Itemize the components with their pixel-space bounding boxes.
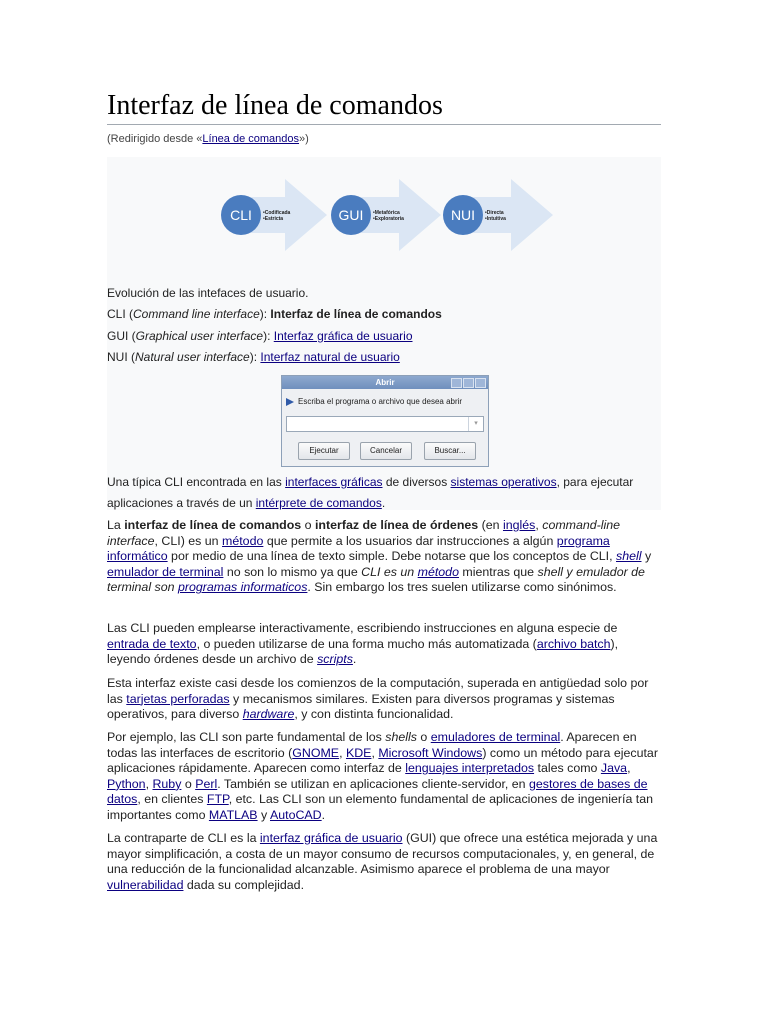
autocad-link[interactable]: AutoCAD bbox=[269, 807, 322, 822]
text: tales como bbox=[534, 761, 601, 776]
nui-label: NUI bbox=[450, 207, 476, 223]
title-divider bbox=[107, 124, 661, 125]
redirect-notice bbox=[107, 133, 309, 145]
diagram-item-nui bbox=[443, 179, 553, 251]
bold-term: interfaz de línea de comandos bbox=[124, 518, 302, 532]
text: La bbox=[107, 518, 125, 532]
lenguajes-interpretados-link[interactable]: lenguajes interpretados bbox=[405, 761, 535, 776]
gui-interfaces-link[interactable]: interfaces gráficas bbox=[285, 475, 383, 489]
caption-text: CLI ( bbox=[107, 307, 134, 321]
text: . Sin embargo los tres suelen utilizarse como sinónimos. bbox=[307, 580, 617, 595]
text: , y con distinta funcionalidad. bbox=[294, 707, 454, 722]
caption-text: de diversos bbox=[382, 475, 451, 489]
caption-text: ): bbox=[249, 350, 261, 364]
caption-text: Una típica CLI encontrada en las bbox=[107, 475, 286, 489]
cli-bullet-1: •Codificada bbox=[263, 210, 291, 216]
scripts-link[interactable]: scripts bbox=[317, 652, 353, 667]
run-dialog-image bbox=[281, 375, 489, 467]
caption-italic: Natural user interface bbox=[135, 350, 250, 364]
gui-link[interactable]: Interfaz gráfica de usuario bbox=[273, 329, 413, 343]
caption-italic: Graphical user interface bbox=[135, 329, 264, 343]
text: , en clientes bbox=[137, 792, 207, 807]
close-icon bbox=[475, 378, 486, 388]
nui-bullet-1: •Directa bbox=[485, 210, 504, 216]
caption-bold: Interfaz de línea de comandos bbox=[270, 307, 442, 321]
caption-text: ): bbox=[259, 307, 271, 321]
dialog-titlebar bbox=[282, 376, 488, 389]
text: , etc. Las CLI son un elemento fundamental de aplicaciones de ingeniería tan importantes como bbox=[107, 792, 654, 822]
nui-link[interactable]: Interfaz natural de usuario bbox=[260, 350, 400, 364]
gui-label: GUI bbox=[338, 207, 364, 223]
hardware-link[interactable]: hardware bbox=[242, 707, 295, 722]
tarjetas-perforadas-link[interactable]: tarjetas perforadas bbox=[126, 691, 230, 706]
dialog-caption bbox=[107, 472, 661, 514]
programa-informatico-link[interactable]: programa informático bbox=[107, 533, 610, 564]
text: y bbox=[641, 549, 652, 564]
shell-link[interactable]: shell bbox=[616, 549, 642, 564]
text: y mecanismos similares. Existen para diversos programas y sistemas operativos, para diverso bbox=[107, 691, 615, 722]
text: , bbox=[339, 745, 346, 760]
nui-bullet-2: •Intuitiva bbox=[485, 216, 506, 222]
dialog-prompt: Escriba el programa o archivo que desea abrir bbox=[298, 397, 463, 406]
arrow-right-icon bbox=[286, 398, 294, 406]
italic-term: shells bbox=[385, 730, 417, 744]
run-button: Ejecutar bbox=[298, 442, 350, 460]
caption-text: NUI ( bbox=[107, 350, 135, 364]
caption-gui bbox=[107, 328, 413, 344]
caption-nui bbox=[107, 349, 400, 365]
italic-term: CLI es un bbox=[361, 564, 418, 579]
diagram-item-gui bbox=[331, 179, 441, 251]
diagram-item-cli bbox=[221, 179, 327, 251]
browse-button: Buscar... bbox=[424, 442, 476, 460]
emuladores-terminal-link[interactable]: emuladores de terminal bbox=[430, 730, 561, 744]
text: , CLI) es un bbox=[154, 533, 223, 548]
caption-text: GUI ( bbox=[107, 329, 136, 343]
italic-term: shell y emulador de terminal son bbox=[107, 564, 645, 595]
gnome-link[interactable]: GNOME bbox=[292, 745, 340, 760]
text: . bbox=[321, 807, 326, 822]
diagram-caption: Evolución de las intefaces de usuario. bbox=[107, 286, 309, 300]
paragraph-2 bbox=[107, 621, 662, 668]
text: . bbox=[352, 652, 357, 667]
python-link[interactable]: Python bbox=[107, 776, 146, 791]
text: Por ejemplo, las CLI son parte fundamental de los bbox=[107, 730, 386, 744]
text: , bbox=[535, 518, 543, 532]
emulador-terminal-link[interactable]: emulador de terminal bbox=[107, 564, 224, 579]
ingles-link[interactable]: inglés bbox=[502, 518, 536, 532]
text: Las CLI pueden emplearse interactivamente, escribiendo instrucciones en alguna especie de bbox=[107, 621, 618, 635]
chevron-down-icon: ▾ bbox=[468, 417, 483, 431]
text: no son lo mismo ya que bbox=[223, 564, 362, 579]
gui-link-2[interactable]: interfaz gráfica de usuario bbox=[259, 831, 403, 845]
java-link[interactable]: Java bbox=[600, 761, 628, 776]
text: , bbox=[627, 761, 631, 776]
text: (en bbox=[478, 518, 503, 532]
ui-evolution-diagram bbox=[217, 175, 557, 255]
metodo-link[interactable]: método bbox=[222, 533, 264, 548]
caption-text: , para ejecutar bbox=[556, 475, 634, 489]
text: . Aparecen en todas las interfaces de escritorio ( bbox=[107, 730, 637, 760]
perl-link[interactable]: Perl bbox=[195, 776, 218, 791]
gui-bullet-2: •Exploratoria bbox=[373, 216, 404, 222]
redirect-link[interactable]: Línea de comandos bbox=[202, 133, 300, 145]
text: , bbox=[371, 745, 379, 760]
redirect-suffix: ») bbox=[299, 133, 309, 145]
interpreter-link[interactable]: intérprete de comandos bbox=[255, 496, 382, 510]
text: y bbox=[257, 807, 270, 822]
infobox bbox=[107, 157, 661, 510]
text: mientras que bbox=[458, 564, 538, 579]
windows-link[interactable]: Microsoft Windows bbox=[378, 745, 483, 760]
caption-text: ): bbox=[263, 329, 274, 343]
bold-term: interfaz de línea de órdenes bbox=[314, 518, 479, 532]
text: (GUI) que ofrece una estética mejorada y una mayor simplificación, a costa de un mayor consumo de recursos computacionales, y, en general, de una reducción de la funcionalidad alcanzable. Asimismo aparece el problema de una mayor bbox=[107, 831, 658, 877]
text: ) como un método para ejecutar aplicaciones rápidamente. Aparecen como interfaz de bbox=[107, 745, 658, 776]
paragraph-1 bbox=[107, 518, 662, 596]
caption-italic: Command line interface bbox=[133, 307, 260, 321]
text: ), leyendo órdenes desde un archivo de bbox=[107, 636, 619, 667]
redirect-prefix: (Redirigido desde « bbox=[107, 133, 203, 145]
matlab-link[interactable]: MATLAB bbox=[208, 807, 258, 822]
page-title: Interfaz de línea de comandos bbox=[107, 90, 443, 121]
dialog-title: Abrir bbox=[375, 378, 395, 387]
text: , o pueden utilizarse de una forma mucho más automatizada ( bbox=[196, 636, 537, 651]
programas-informaticos-link[interactable]: programas informaticos bbox=[177, 580, 308, 595]
caption-text: . bbox=[381, 496, 386, 510]
paragraph-4 bbox=[107, 730, 662, 824]
archivo-batch-link[interactable]: archivo batch bbox=[536, 636, 611, 651]
ruby-link[interactable]: Ruby bbox=[152, 776, 182, 791]
text: por medio de una línea de texto simple. Debe notarse que los conceptos de CLI, bbox=[167, 549, 617, 564]
ftp-link[interactable]: FTP bbox=[206, 792, 229, 807]
cli-bullet-2: •Estricta bbox=[263, 216, 284, 222]
cli-label: CLI bbox=[230, 207, 252, 223]
paragraph-3 bbox=[107, 676, 662, 723]
dialog-input bbox=[286, 416, 484, 432]
text: . También se utilizan en aplicaciones cliente-servidor, en bbox=[217, 776, 530, 791]
paragraph-5 bbox=[107, 831, 662, 893]
caption-text: aplicaciones a través de un bbox=[107, 496, 256, 510]
gui-bullet-1: •Metafórica bbox=[373, 210, 400, 216]
maximize-icon bbox=[463, 378, 474, 388]
text: que permite a los usuarios dar instrucciones a algún bbox=[263, 533, 557, 548]
text: o bbox=[181, 776, 196, 791]
cancel-button: Cancelar bbox=[360, 442, 412, 460]
metodo-link-2[interactable]: método bbox=[417, 564, 459, 579]
minimize-icon bbox=[451, 378, 462, 388]
text: , bbox=[145, 776, 153, 791]
os-link[interactable]: sistemas operativos bbox=[450, 475, 557, 489]
text: Esta interfaz existe casi desde los comienzos de la computación, superada en antigüedad solo por las bbox=[107, 676, 649, 706]
dialog-prompt-row bbox=[286, 397, 462, 406]
entrada-texto-link[interactable]: entrada de texto bbox=[107, 636, 197, 651]
vulnerabilidad-link[interactable]: vulnerabilidad bbox=[107, 877, 184, 892]
text: o bbox=[301, 518, 315, 532]
kde-link[interactable]: KDE bbox=[345, 745, 372, 760]
text: o bbox=[416, 730, 431, 744]
caption-cli bbox=[107, 306, 442, 322]
text: La contraparte de CLI es la bbox=[107, 831, 260, 845]
gestores-bd-link[interactable]: gestores de bases de datos bbox=[107, 776, 648, 807]
text: dada su complejidad. bbox=[183, 877, 305, 892]
italic-term: command-line interface bbox=[107, 518, 621, 548]
